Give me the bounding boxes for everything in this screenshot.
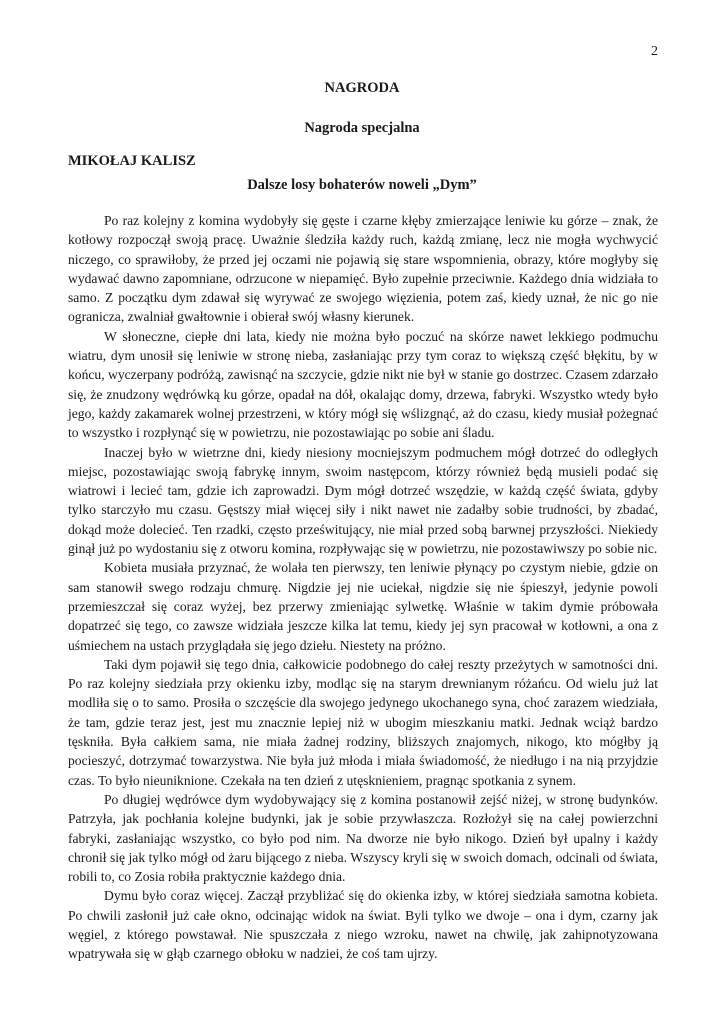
paragraph: Dymu było coraz więcej. Zaczął przybliżać się do okienka izby, w której siedziała samotna kobieta. Po chwili zasłonił już całe okno, odcinając widok na świat. Byli tylko we dwoje – ona i dym, czarny jak węgiel, z którego powstawał. Nie spuszczała z niego wzroku, nawet na chwilę, jak zahipnotyzowana wpatrywała się w głąb czarnego obłoku w nadziei, że coś tam ujrzy. [68, 888, 658, 962]
paragraph: Po raz kolejny z komina wydobyły się gęste i czarne kłęby zmierzające leniwie ku górze – znak, że kotłowy rozpoczął swoją pracę. Uważnie śledziła każdy ruch, każdą zmianę, lecz nie mogła wychwycić niczego, co sprawiłoby, że przed jej oczami nie pojawią się stare wspomnienia, obrazy, które mogłyby się wydawać dawno zapomniane, odrzucone w niepamięć. Było zupełnie przeciwnie. Każdego dnia widziała to samo. Z początku dym zdawał się wyrywać ze swojego więzienia, potem zaś, kiedy uznał, że nic go nie ogranicza, zwalniał gwałtownie i obierał swój własny kierunek. [68, 213, 658, 325]
author-name: MIKOŁAJ KALISZ [68, 153, 196, 169]
page-subheading: Nagroda specjalna [304, 120, 420, 136]
story-title: Dalsze losy bohaterów noweli „Dym” [247, 177, 477, 193]
page-heading: NAGRODA [324, 80, 400, 96]
paragraph: Inaczej było w wietrzne dni, kiedy niesiony mocniejszym podmuchem mógł dotrzeć do odległych miejsc, pozostawiając swoją fabrykę innym, swoim następcom, którzy również będą musieli podać się wiatrowi i lecieć tam, gdzie ich zaprowadzi. Dym mógł dotrzeć wszędzie, w każdą część świata, gdyby tylko starczyło mu czasu. Gęstszy miał więcej siły i nikt nawet nie zadałby sobie trudności, by zbadać, dokąd może dolecieć. Ten rzadki, często prześwitujący, nie miał przed sobą barwnej przyszłości. Niekiedy ginął już po wydostaniu się z otworu komina, rozpływając się w powietrzu, nie pozostawiwszy po sobie nic. [68, 444, 658, 557]
paragraph: Kobieta musiała przyznać, że wolała ten pierwszy, ten leniwie płynący po czystym niebie, gdzie on sam stanowił swego rodzaju chmurę. Nigdzie jej nie uciekał, nigdzie się nie śpieszył, jedynie powoli przemieszczał się coraz wyżej, bez przerwy zmieniając sylwetkę. Właśnie w takim dymie próbowała dopatrzeć się tego, co zawsze widziała jeszcze kilka lat temu, kiedy jej syn pracował w kotłowni, a ona z uśmiechem na ustach przyglądała się jego dziełu. Niestety na próżno. [68, 560, 658, 653]
paragraph: W słoneczne, ciepłe dni lata, kiedy nie można było poczuć na skórze nawet lekkiego podmuchu wiatru, dym unosił się leniwie w stronę nieba, zasłaniając przy tym coraz to większą część błękitu, by w końcu, wyczerpany podróżą, zawisnąć na szczycie, gdzie nikt nie był w stanie go dostrzec. Czasem zdarzało się, że znudzony wędrówką ku górze, opadał na dół, okalając domy, drzewa, fabryki. Wszystko wtedy było jego, każdy zakamarek wolnej przestrzeni, w który mógł się wślizgnąć, aż do czasu, kiedy musiał pożegnać to wszystko i rozpłynąć się w powietrzu, nie pozostawiając po sobie ani śladu. [68, 328, 658, 441]
story-body [68, 211, 658, 964]
page-number: 2 [651, 44, 658, 59]
paragraph: Taki dym pojawił się tego dnia, całkowicie podobnego do całej reszty przeżytych w samotności dni. Po raz kolejny siedziała przy okienku izby, modląc się na starym drewnianym różańcu. Od wielu już lat modliła się o to samo. Prosiła o szczęście dla swojego jedynego ukochanego syna, choć zarazem wiedziała, że tam, gdzie teraz jest, jest mu znacznie lepiej niż w ubogim mieszkaniu matki. Jednak wciąż bardzo tęskniła. Była całkiem sama, nie miała żadnej rodziny, bliższych znajomych, nikogo, kto mógłby ją pocieszyć, dotrzymać towarzystwa. Nie była już młoda i miała świadomość, że niedługo i na nią przyjdzie czas. To było nieuniknione. Czekała na ten dzień z utęsknieniem, pragnąc spotkania z synem. [68, 656, 658, 788]
paragraph: Po długiej wędrówce dym wydobywający się z komina postanowił zejść niżej, w stronę budynków. Patrzyła, jak pochłania kolejne budynki, jak je sobie przywłaszcza. Rozłożył się na całej powierzchni fabryki, zasłaniając wszystko, co było pod nim. Na dworze nie było nikogo. Dzień był upalny i każdy chronił się jak tylko mógł od żaru bijącego z nieba. Wszyscy kryli się w swoich domach, odcinali od świata, robili to, co Zosia robiła praktycznie każdego dnia. [68, 791, 658, 885]
